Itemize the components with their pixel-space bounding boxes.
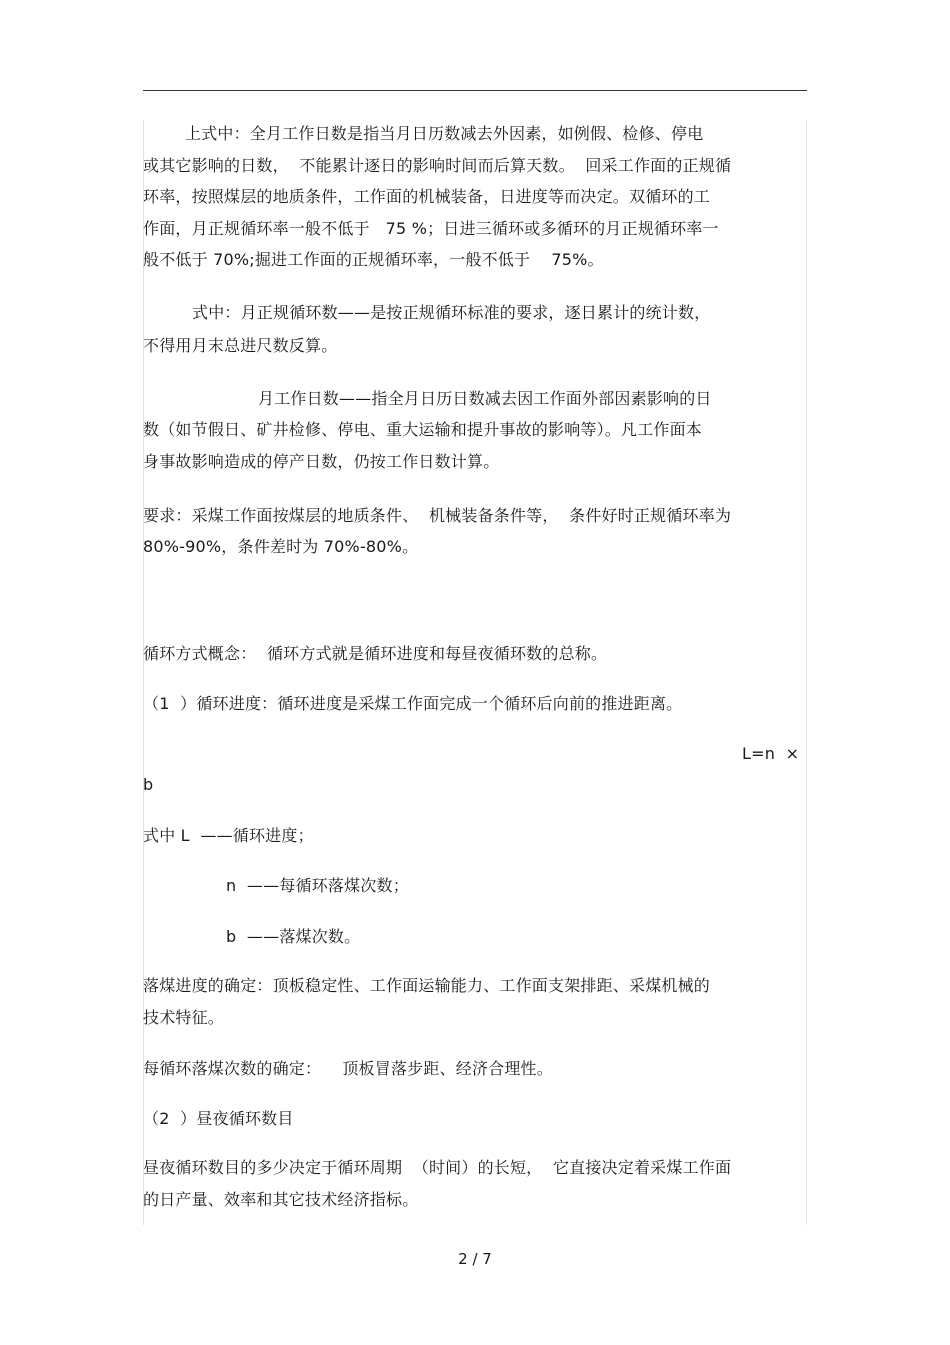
text-line: 昼夜循环数目的多少决定于循环周期 （时间）的长短， 它直接决定着采煤工作面 [143,1158,732,1177]
text-line: 要求：采煤工作面按煤层的地质条件、 机械装备条件等， 条件好时正规循环率为 [143,506,732,525]
text-line: 上式中：全月工作日数是指当月日历数减去外因素，如例假、检修、停电 [185,124,704,143]
text-line: 技术特征。 [143,1008,225,1027]
text-line: （2 ）昼夜循环数目 [143,1109,294,1128]
text-line: 式中 L ——循环进度； [143,826,314,845]
text-line: 的日产量、效率和其它技术经济指标。 [143,1190,419,1209]
content-frame-right [806,120,807,1225]
text-line: 般不低于 70%;掘进工作面的正规循环率，一般不低于 75%。 [143,250,604,269]
text-line: 作面，月正规循环率一般不低于 75 %；日进三循环或多循环的月正规循环率一 [143,219,719,238]
text-line: 或其它影响的日数， 不能累计逐日的影响时间而后算天数。 回采工作面的正规循 [143,156,732,175]
text-line: n ——每循环落煤次数； [226,876,409,895]
text-line: 不得用月末总进尺数反算。 [143,336,338,355]
text-line: （1 ）循环进度：循环进度是采煤工作面完成一个循环后向前的推进距离。 [143,694,683,713]
text-line: 每循环落煤次数的确定： 顶板冒落步距、经济合理性。 [143,1059,553,1078]
text-line: 身事故影响造成的停产日数，仍按工作日数计算。 [143,452,500,471]
text-line: 循环方式概念： 循环方式就是循环进度和每昼夜循环数的总称。 [143,644,608,663]
page-indicator: 2 / 7 [458,1250,492,1268]
text-line: 80%-90%，条件差时为 70%-80%。 [143,537,419,556]
text-line: b ——落煤次数。 [226,927,361,946]
text-line: 环率，按照煤层的地质条件，工作面的机械装备，日进度等而决定。双循环的工 [143,187,711,206]
text-line: 月工作日数——指全月日历日数减去因工作面外部因素影响的日 [258,389,712,408]
header-rule [143,90,807,91]
text-line: 式中：月正规循环数——是按正规循环标准的要求，逐日累计的统计数， [192,303,711,322]
text-line: 数（如节假日、矿井检修、停电、重大运输和提升事故的影响等）。凡工作面本 [143,420,703,439]
text-line: 落煤进度的确定：顶板稳定性、工作面运输能力、工作面支架排距、采煤机械的 [143,976,711,995]
formula-line: L=n × [742,744,800,763]
formula-line: b [143,775,154,794]
